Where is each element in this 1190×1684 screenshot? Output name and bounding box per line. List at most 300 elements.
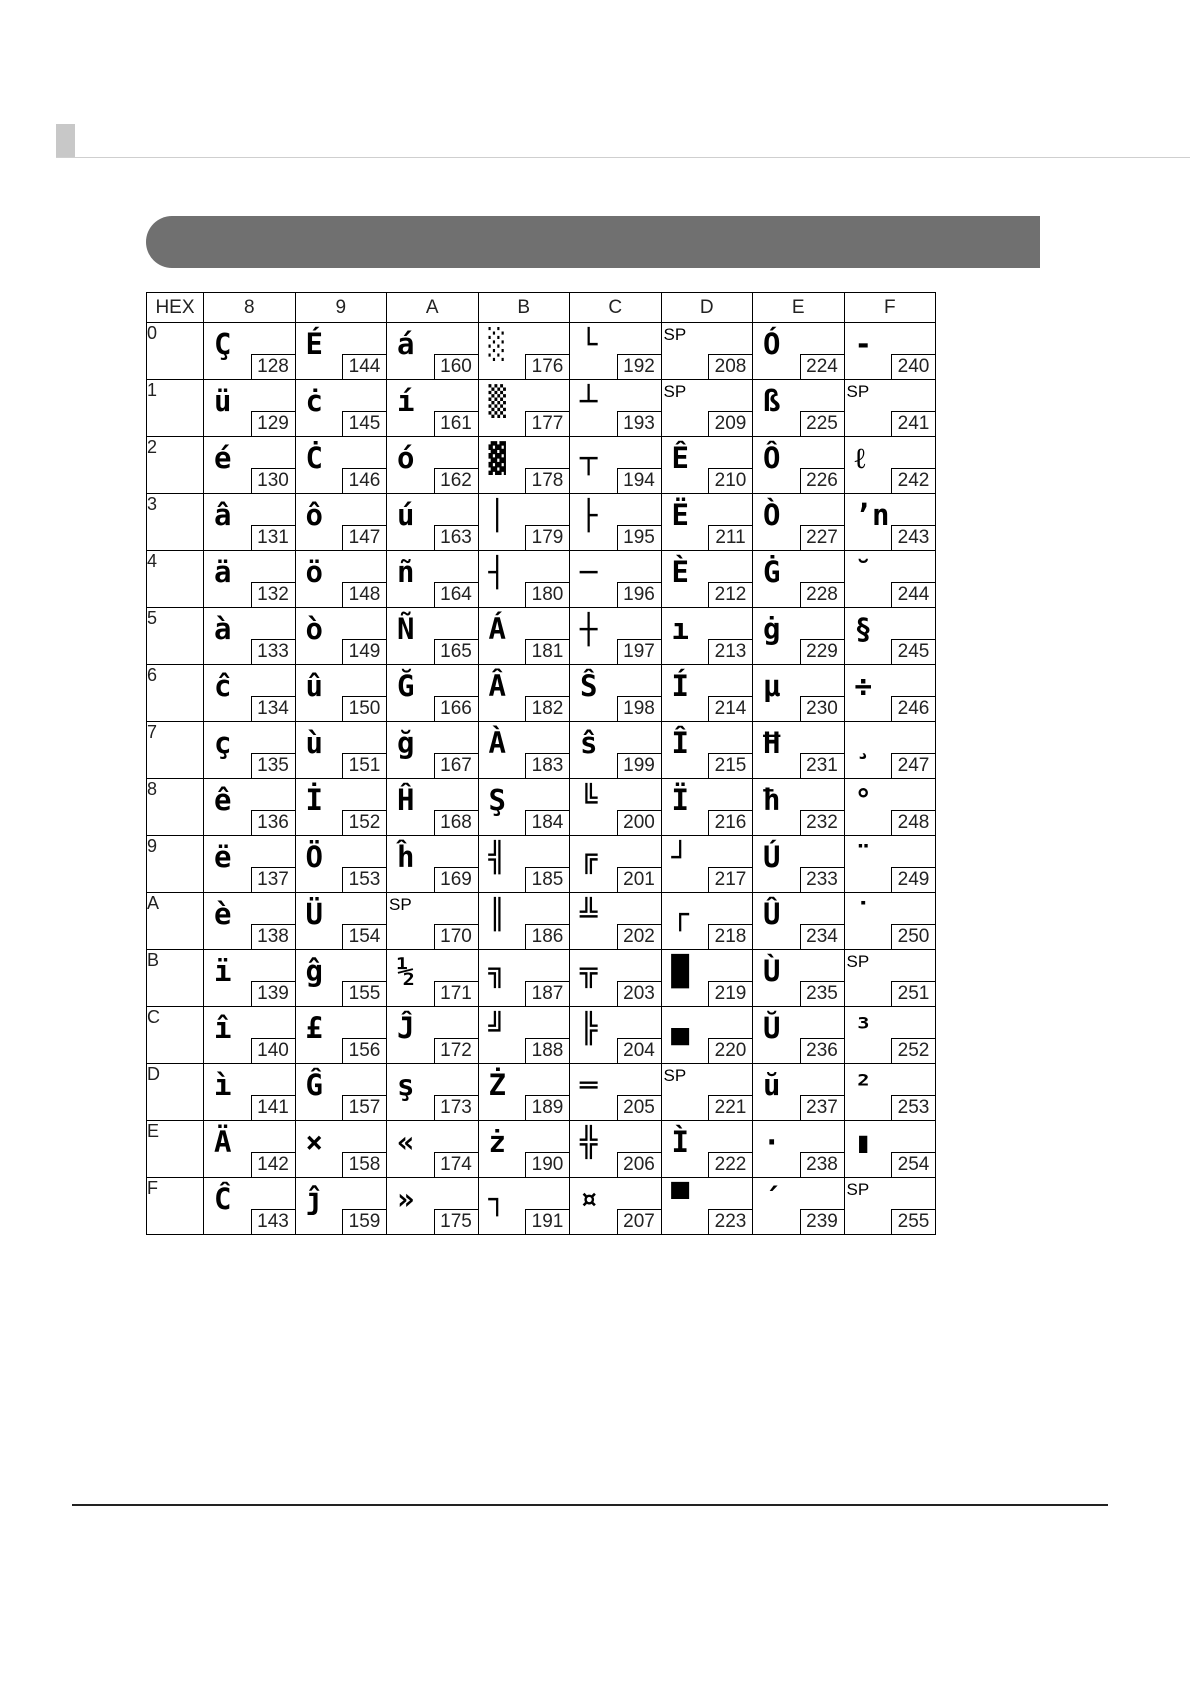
section-header-accent [56, 124, 75, 158]
char-glyph: ü [214, 384, 232, 418]
char-cell [295, 323, 387, 380]
char-cell [844, 551, 936, 608]
char-glyph: Ò [763, 498, 781, 532]
char-code-decimal: 135 [251, 753, 295, 778]
char-code-decimal: 203 [617, 981, 661, 1006]
char-glyph: ġ [763, 612, 781, 646]
char-glyph: ║ [488, 897, 506, 931]
char-glyph: ĝ [305, 954, 323, 988]
char-glyph: ı [671, 612, 689, 646]
char-code-decimal: 148 [342, 582, 386, 607]
title-banner [146, 216, 1040, 268]
char-glyph: Ċ [305, 441, 323, 475]
char-cell [295, 893, 387, 950]
char-cell [844, 494, 936, 551]
row-hex-label: 2 [147, 437, 204, 494]
char-cell [661, 665, 753, 722]
char-cell [478, 494, 570, 551]
char-code-decimal: 193 [617, 411, 661, 436]
char-cell [387, 437, 479, 494]
char-cell [844, 950, 936, 1007]
char-code-decimal: 191 [525, 1209, 569, 1234]
char-cell [478, 893, 570, 950]
char-glyph: ╗ [488, 954, 506, 988]
column-header: A [387, 293, 479, 323]
char-glyph: Ë [671, 498, 689, 532]
char-code-decimal: 197 [617, 639, 661, 664]
char-glyph: │ [488, 498, 506, 532]
char-cell [478, 836, 570, 893]
char-cell [295, 437, 387, 494]
char-glyph: - [854, 327, 872, 361]
table-row [147, 950, 936, 1007]
table-row [147, 551, 936, 608]
column-header: F [844, 293, 936, 323]
char-code-decimal: 177 [525, 411, 569, 436]
char-glyph: Ö [305, 840, 323, 874]
char-glyph: ç [214, 726, 232, 760]
char-cell [570, 779, 662, 836]
char-code-decimal: 143 [251, 1209, 295, 1234]
table-row [147, 437, 936, 494]
char-cell [295, 608, 387, 665]
char-code-decimal: 149 [342, 639, 386, 664]
char-code-decimal: 232 [800, 810, 844, 835]
char-code-decimal: 233 [800, 867, 844, 892]
char-code-decimal: 205 [617, 1095, 661, 1120]
char-cell [387, 494, 479, 551]
row-hex-label: B [147, 950, 204, 1007]
char-code-decimal: 183 [525, 753, 569, 778]
char-cell [387, 836, 479, 893]
char-code-decimal: 229 [800, 639, 844, 664]
char-cell [204, 779, 296, 836]
char-glyph: Ù [763, 954, 781, 988]
char-code-decimal: 235 [800, 981, 844, 1006]
char-cell [204, 722, 296, 779]
char-glyph: â [214, 498, 232, 532]
char-glyph: Ç [214, 327, 232, 361]
char-code-decimal: 252 [891, 1038, 935, 1063]
char-glyph: Ġ [763, 555, 781, 589]
char-cell [844, 665, 936, 722]
table-row [147, 665, 936, 722]
char-glyph: ▀ [671, 1182, 689, 1216]
char-glyph: ┬ [580, 441, 598, 475]
row-hex-label: 9 [147, 836, 204, 893]
char-glyph: ┘ [671, 840, 689, 874]
char-cell [661, 779, 753, 836]
char-cell [204, 893, 296, 950]
char-code-decimal: 214 [708, 696, 752, 721]
char-code-decimal: 137 [251, 867, 295, 892]
char-glyph: SP [663, 382, 687, 401]
char-cell [844, 380, 936, 437]
column-header: E [753, 293, 845, 323]
char-cell [844, 836, 936, 893]
char-code-decimal: 158 [342, 1152, 386, 1177]
char-code-decimal: 165 [434, 639, 478, 664]
char-glyph: Ĵ [397, 1011, 415, 1045]
char-cell [478, 1007, 570, 1064]
char-cell [478, 950, 570, 1007]
char-code-decimal: 206 [617, 1152, 661, 1177]
table-row [147, 722, 936, 779]
char-cell [387, 893, 479, 950]
char-cell [753, 1064, 845, 1121]
char-cell [387, 380, 479, 437]
char-cell [204, 323, 296, 380]
char-glyph: █ [671, 954, 689, 988]
char-glyph: ┼ [580, 612, 598, 646]
char-code-decimal: 157 [342, 1095, 386, 1120]
char-code-decimal: 212 [708, 582, 752, 607]
char-glyph: Ĝ [305, 1068, 323, 1102]
char-cell [295, 1064, 387, 1121]
char-glyph: SP [663, 325, 687, 344]
char-cell [753, 1121, 845, 1178]
char-glyph: Ì [671, 1125, 689, 1159]
char-glyph: SP [663, 1066, 687, 1085]
char-code-decimal: 250 [891, 924, 935, 949]
char-code-decimal: 136 [251, 810, 295, 835]
section-header-rule [56, 157, 1190, 158]
char-glyph: î [214, 1011, 232, 1045]
char-cell [204, 836, 296, 893]
char-cell [204, 380, 296, 437]
char-glyph: SP [846, 1180, 870, 1199]
char-glyph: ˙ [854, 897, 872, 931]
table-row [147, 608, 936, 665]
char-cell [204, 494, 296, 551]
char-glyph: À [488, 726, 506, 760]
char-glyph: ℓ [854, 441, 866, 475]
char-cell [295, 1007, 387, 1064]
char-cell [844, 323, 936, 380]
char-code-decimal: 223 [708, 1209, 752, 1234]
char-glyph: Ş [488, 783, 506, 817]
char-cell [478, 1178, 570, 1235]
table-row [147, 836, 936, 893]
char-code-decimal: 141 [251, 1095, 295, 1120]
char-glyph: ╩ [580, 897, 598, 931]
char-code-decimal: 240 [891, 354, 935, 379]
char-cell [478, 551, 570, 608]
char-glyph: ╔ [580, 840, 598, 874]
char-code-decimal: 161 [434, 411, 478, 436]
char-glyph: SP [846, 382, 870, 401]
char-cell [387, 1007, 479, 1064]
char-code-decimal: 201 [617, 867, 661, 892]
char-cell [387, 779, 479, 836]
char-glyph: ┴ [580, 384, 598, 418]
char-cell [478, 722, 570, 779]
char-code-decimal: 254 [891, 1152, 935, 1177]
char-glyph: È [671, 555, 689, 589]
char-glyph: á [397, 327, 415, 361]
char-glyph: è [214, 897, 232, 931]
char-cell [661, 836, 753, 893]
char-cell [204, 950, 296, 1007]
char-code-decimal: 231 [800, 753, 844, 778]
char-cell [570, 893, 662, 950]
row-hex-label: D [147, 1064, 204, 1121]
char-cell [204, 1007, 296, 1064]
column-header: D [661, 293, 753, 323]
char-glyph: Ó [763, 327, 781, 361]
char-glyph: · [763, 1125, 781, 1159]
char-code-decimal: 255 [891, 1209, 935, 1234]
char-cell [661, 722, 753, 779]
char-code-decimal: 150 [342, 696, 386, 721]
row-hex-label: 7 [147, 722, 204, 779]
char-code-decimal: 234 [800, 924, 844, 949]
char-code-decimal: 217 [708, 867, 752, 892]
char-cell [570, 1121, 662, 1178]
char-cell [478, 437, 570, 494]
char-cell [661, 1064, 753, 1121]
row-hex-label: F [147, 1178, 204, 1235]
char-cell [570, 437, 662, 494]
table-body [147, 323, 936, 1235]
char-code-decimal: 216 [708, 810, 752, 835]
char-cell [478, 779, 570, 836]
char-cell [387, 551, 479, 608]
char-code-decimal: 152 [342, 810, 386, 835]
row-hex-label: C [147, 1007, 204, 1064]
char-code-decimal: 129 [251, 411, 295, 436]
char-cell [295, 1178, 387, 1235]
char-glyph: Ô [763, 441, 781, 475]
char-cell [661, 323, 753, 380]
char-glyph: ñ [397, 555, 415, 589]
char-glyph: Ż [488, 1068, 506, 1102]
char-glyph: ú [397, 498, 415, 532]
char-glyph: ˘ [854, 555, 872, 589]
char-glyph: Û [763, 897, 781, 931]
char-cell [844, 1178, 936, 1235]
char-glyph: SP [389, 895, 412, 914]
char-cell [661, 551, 753, 608]
char-code-decimal: 155 [342, 981, 386, 1006]
char-cell [478, 665, 570, 722]
char-code-decimal: 196 [617, 582, 661, 607]
char-glyph: ö [305, 555, 323, 589]
char-glyph: ĵ [305, 1182, 323, 1216]
char-cell [844, 893, 936, 950]
char-cell [204, 551, 296, 608]
char-glyph: ŭ [763, 1068, 781, 1102]
char-cell [387, 608, 479, 665]
char-code-decimal: 248 [891, 810, 935, 835]
char-cell [570, 1064, 662, 1121]
char-glyph: ▄ [671, 1011, 689, 1045]
char-glyph: ċ [305, 384, 323, 418]
char-glyph: ╝ [488, 1011, 506, 1045]
char-code-decimal: 194 [617, 468, 661, 493]
char-glyph: Ú [763, 840, 781, 874]
char-code-decimal: 189 [525, 1095, 569, 1120]
char-code-decimal: 222 [708, 1152, 752, 1177]
char-glyph: Ğ [397, 669, 415, 703]
char-code-decimal: 215 [708, 753, 752, 778]
char-cell [753, 608, 845, 665]
char-cell [478, 608, 570, 665]
char-code-decimal: 164 [434, 582, 478, 607]
char-glyph: Î [671, 726, 689, 760]
char-code-decimal: 251 [891, 981, 935, 1006]
char-cell [661, 1178, 753, 1235]
char-glyph: ŝ [580, 726, 598, 760]
char-glyph: ż [488, 1125, 506, 1159]
table-row [147, 1121, 936, 1178]
char-cell [387, 1064, 479, 1121]
char-glyph: Ä [214, 1125, 232, 1159]
char-cell [844, 1121, 936, 1178]
char-code-decimal: 169 [434, 867, 478, 892]
char-glyph: ò [305, 612, 323, 646]
table-row [147, 380, 936, 437]
char-code-decimal: 218 [708, 924, 752, 949]
char-code-decimal: 239 [800, 1209, 844, 1234]
char-glyph: ê [214, 783, 232, 817]
char-code-decimal: 163 [434, 525, 478, 550]
char-code-decimal: 178 [525, 468, 569, 493]
char-code-decimal: 140 [251, 1038, 295, 1063]
char-code-decimal: 142 [251, 1152, 295, 1177]
row-hex-label: 1 [147, 380, 204, 437]
char-glyph: » [397, 1182, 415, 1216]
row-hex-label: 4 [147, 551, 204, 608]
char-glyph: × [305, 1125, 323, 1159]
char-glyph: Í [671, 669, 689, 703]
char-code-decimal: 180 [525, 582, 569, 607]
char-cell [387, 665, 479, 722]
char-cell [570, 551, 662, 608]
char-cell [753, 893, 845, 950]
char-cell [204, 608, 296, 665]
char-glyph: § [854, 612, 872, 646]
char-code-decimal: 199 [617, 753, 661, 778]
char-glyph: ì [214, 1068, 232, 1102]
char-code-decimal: 132 [251, 582, 295, 607]
char-code-decimal: 247 [891, 753, 935, 778]
char-glyph: Ŭ [763, 1011, 781, 1045]
char-glyph: £ [305, 1011, 323, 1045]
char-code-decimal: 130 [251, 468, 295, 493]
char-code-decimal: 204 [617, 1038, 661, 1063]
char-code-decimal: 195 [617, 525, 661, 550]
char-cell [753, 1178, 845, 1235]
char-glyph: ² [854, 1068, 872, 1102]
char-code-decimal: 176 [525, 354, 569, 379]
char-glyph: « [397, 1125, 415, 1159]
char-code-decimal: 242 [891, 468, 935, 493]
char-code-decimal: 213 [708, 639, 752, 664]
column-header: 8 [204, 293, 296, 323]
char-glyph: Ĉ [214, 1182, 232, 1216]
char-glyph: ¨ [854, 840, 872, 874]
char-code-decimal: 220 [708, 1038, 752, 1063]
char-code-decimal: 226 [800, 468, 844, 493]
char-cell [295, 1121, 387, 1178]
char-cell [387, 722, 479, 779]
char-glyph: Â [488, 669, 506, 703]
char-cell [478, 1121, 570, 1178]
char-cell [204, 1121, 296, 1178]
char-cell [753, 437, 845, 494]
char-code-decimal: 224 [800, 354, 844, 379]
char-glyph: ┐ [488, 1182, 506, 1216]
char-glyph: ä [214, 555, 232, 589]
char-code-decimal: 192 [617, 354, 661, 379]
char-code-decimal: 207 [617, 1209, 661, 1234]
char-cell [844, 779, 936, 836]
char-glyph: ÷ [854, 669, 872, 703]
table-row [147, 494, 936, 551]
table-row [147, 893, 936, 950]
char-cell [753, 722, 845, 779]
char-glyph: Ŝ [580, 669, 598, 703]
char-cell [204, 1064, 296, 1121]
char-code-decimal: 173 [434, 1095, 478, 1120]
char-cell [570, 608, 662, 665]
char-glyph: ─ [580, 555, 598, 589]
char-cell [661, 1121, 753, 1178]
char-code-decimal: 175 [434, 1209, 478, 1234]
char-glyph: ╦ [580, 954, 598, 988]
table-row [147, 779, 936, 836]
char-code-decimal: 249 [891, 867, 935, 892]
char-glyph: Ĥ [397, 783, 415, 817]
char-cell [570, 1007, 662, 1064]
char-code-decimal: 171 [434, 981, 478, 1006]
char-glyph: ş [397, 1068, 415, 1102]
char-glyph: ░ [488, 327, 506, 361]
table-header-row [147, 293, 936, 323]
char-cell [387, 323, 479, 380]
char-cell [295, 494, 387, 551]
char-cell [661, 494, 753, 551]
row-hex-label: A [147, 893, 204, 950]
char-code-decimal: 156 [342, 1038, 386, 1063]
column-header: 9 [295, 293, 387, 323]
char-glyph: └ [580, 327, 598, 361]
char-glyph: Ħ [763, 726, 781, 760]
character-code-table [146, 292, 936, 1235]
char-code-decimal: 187 [525, 981, 569, 1006]
char-code-decimal: 151 [342, 753, 386, 778]
char-glyph: ĉ [214, 669, 232, 703]
char-glyph: Ê [671, 441, 689, 475]
char-cell [661, 608, 753, 665]
char-code-decimal: 174 [434, 1152, 478, 1177]
char-cell [570, 494, 662, 551]
char-code-decimal: 139 [251, 981, 295, 1006]
char-cell [570, 1178, 662, 1235]
char-code-decimal: 238 [800, 1152, 844, 1177]
char-code-decimal: 138 [251, 924, 295, 949]
char-code-decimal: 186 [525, 924, 569, 949]
table-row [147, 1178, 936, 1235]
char-glyph: ħ [763, 783, 781, 817]
char-code-decimal: 209 [708, 411, 752, 436]
char-code-decimal: 236 [800, 1038, 844, 1063]
char-cell [753, 779, 845, 836]
char-cell [570, 950, 662, 1007]
char-cell [753, 665, 845, 722]
char-glyph: ğ [397, 726, 415, 760]
